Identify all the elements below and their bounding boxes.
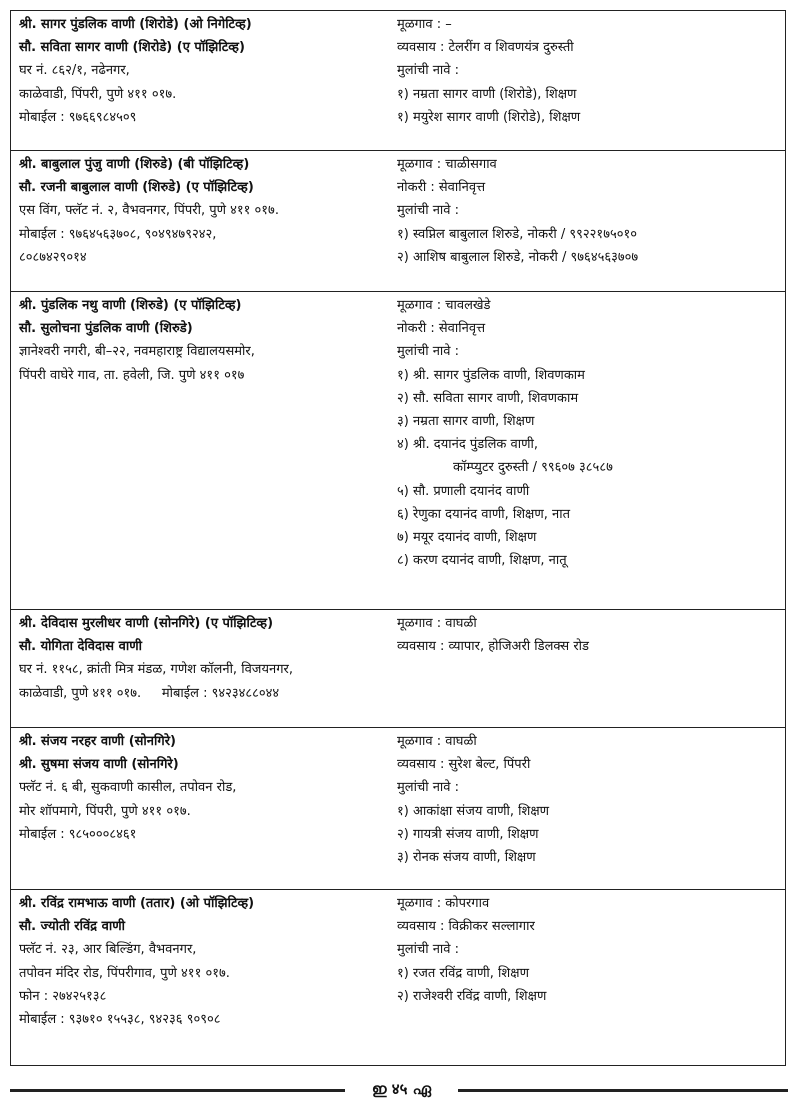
footer-rule-right <box>458 1089 788 1092</box>
child-item: २) राजेश्वरी रविंद्र वाणी, शिक्षण <box>397 988 547 1004</box>
children-heading: मुलांची नावे : <box>397 203 460 219</box>
native-village: मूळगाव : चाळीसगाव <box>397 157 497 172</box>
native-village: मूळगाव : कोपरगाव <box>397 896 490 911</box>
native-village: मूळगाव : वाघळी <box>397 616 477 631</box>
child-item: १) आकांक्षा संजय वाणी, शिक्षण <box>397 803 550 819</box>
child-item: ७) मयूर दयानंद वाणी, शिक्षण <box>397 530 537 546</box>
child-item: १) मयुरेश सागर वाणी (शिरोडे), शिक्षण <box>397 109 581 125</box>
mobile-line: ८०८७४२९०१४ <box>19 249 87 265</box>
children-heading: मुलांची नावे : <box>397 344 460 360</box>
wife-name: सौ. योगिता देविदास वाणी <box>19 639 142 655</box>
address-line: फ्लॅट नं. २३, आर बिल्डिंग, वैभवनगर, <box>19 942 197 958</box>
address-line: तपोवन मंदिर रोड, पिंपरीगाव, पुणे ४११ ०१७. <box>19 965 230 981</box>
family-details <box>19 612 399 705</box>
address-mobile-line: काळेवाडी, पुणे ४११ ०१७. मोबाईल : ९४२३४८८०४४ <box>19 685 280 701</box>
husband-name: श्री. रविंद्र रामभाऊ वाणी (ततार) (ओ पॉझिटिव्ह) <box>19 896 255 911</box>
occupation: व्यवसाय : व्यापार, होजिअरी डिलक्स रोड <box>397 639 589 655</box>
child-item: १) श्री. सागर पुंडलिक वाणी, शिवणकाम <box>397 367 585 383</box>
children-heading: मुलांची नावे : <box>397 942 460 958</box>
phone-line: फोन : २७४२५१३८ <box>19 988 107 1004</box>
child-item-continued: कॉम्प्युटर दुरुस्ती / ९९६०७ ३८५८७ <box>453 460 613 476</box>
directory-entry-1 <box>11 11 785 151</box>
family-details <box>19 13 399 129</box>
occupation: व्यवसाय : विक्रीकर सल्लागार <box>397 919 535 935</box>
address-line: एस विंग, फ्लॅट नं. २, वैभवनगर, पिंपरी, पुणे ४११ ०१७. <box>19 203 279 219</box>
wife-name: सौ. सविता सागर वाणी (शिरोडे) (ए पॉझिटिव्ह) <box>19 40 245 56</box>
address-line: काळेवाडी, पिंपरी, पुणे ४११ ०१७. <box>19 86 177 102</box>
child-item: २) गायत्री संजय वाणी, शिक्षण <box>397 826 539 842</box>
origin-occupation-children <box>397 294 781 572</box>
husband-name: श्री. देविदास मुरलीधर वाणी (सोनगिरे) (ए पॉझिटिव्ह) <box>19 616 274 631</box>
child-item: ३) रोनक संजय वाणी, शिक्षण <box>397 850 536 866</box>
mobile-line: मोबाईल : ९३७१० १५५३८, ९४२३६ ९०९०८ <box>19 1012 221 1028</box>
child-item: ८) करण दयानंद वाणी, शिक्षण, नातू <box>397 553 567 569</box>
wife-name: सौ. ज्योती रविंद्र वाणी <box>19 919 125 935</box>
directory-entry-6 <box>11 890 785 1065</box>
occupation: नोकरी : सेवानिवृत्त <box>397 321 486 337</box>
mobile-line: मोबाईल : ९८५०००८४६१ <box>19 826 137 842</box>
origin-occupation-children <box>397 13 781 129</box>
address-line: घर नं. ११५८, क्रांती मित्र मंडळ, गणेश कॉलनी, विजयनगर, <box>19 662 293 678</box>
mobile-line: मोबाईल : ९७६४५६३७०८, ९०४९४७९२४२, <box>19 226 217 242</box>
child-item: ६) रेणुका दयानंद वाणी, शिक्षण, नात <box>397 506 571 522</box>
child-item: २) सौ. सविता सागर वाणी, शिवणकाम <box>397 390 579 406</box>
husband-name: श्री. सागर पुंडलिक वाणी (शिरोडे) (ओ निगेटिव्ह) <box>19 17 252 32</box>
occupation: नोकरी : सेवानिवृत्त <box>397 180 486 196</box>
directory-frame <box>10 10 786 1066</box>
native-village: मूळगाव : वाघळी <box>397 734 477 749</box>
origin-occupation-children <box>397 153 781 269</box>
origin-occupation <box>397 612 781 658</box>
children-heading: मुलांची नावे : <box>397 63 460 79</box>
children-heading: मुलांची नावे : <box>397 780 460 796</box>
page-footer <box>10 1078 788 1100</box>
husband-name: श्री. पुंडलिक नथु वाणी (शिरुडे) (ए पॉझिटिव्ह) <box>19 298 242 313</box>
directory-entry-2 <box>11 151 785 292</box>
child-item: २) आशिष बाबुलाल शिरुडे, नोकरी / ९७६४५६३७०७ <box>397 249 639 265</box>
address-line: ज्ञानेश्वरी नगरी, बी–२२, नवमहाराष्ट्र विद्यालयसमोर, <box>19 344 255 360</box>
footer-rule-left <box>10 1089 345 1092</box>
wife-name: श्री. सुषमा संजय वाणी (सोनगिरे) <box>19 757 179 773</box>
occupation: व्यवसाय : सुरेश बेल्ट, पिंपरी <box>397 757 531 773</box>
family-details <box>19 892 399 1031</box>
address-line: मोर शॉपमागे, पिंपरी, पुणे ४११ ०१७. <box>19 803 191 819</box>
address-line: फ्लॅट नं. ६ बी, सुकवाणी कासील, तपोवन रोड, <box>19 780 237 796</box>
mobile-line: मोबाईल : ९७६६९८४५०९ <box>19 109 137 125</box>
address-line: पिंपरी वाघेरे गाव, ता. हवेली, जि. पुणे ४११ ०१७ <box>19 367 245 383</box>
origin-occupation-children <box>397 730 781 869</box>
wife-name: सौ. सुलोचना पुंडलिक वाणी (शिरुडे) <box>19 321 193 337</box>
native-village: मूळगाव : चावलखेडे <box>397 298 491 313</box>
occupation: व्यवसाय : टेलरींग व शिवणयंत्र दुरुस्ती <box>397 40 574 56</box>
child-item: ३) नम्रता सागर वाणी, शिक्षण <box>397 414 535 430</box>
directory-entry-3 <box>11 292 785 610</box>
page-number: ഇ ४५ ഏ <box>371 1080 432 1098</box>
family-details <box>19 730 399 846</box>
family-details <box>19 153 399 269</box>
child-item: ४) श्री. दयानंद पुंडलिक वाणी, <box>397 437 538 453</box>
child-item: १) रजत रविंद्र वाणी, शिक्षण <box>397 965 529 981</box>
wife-name: सौ. रजनी बाबुलाल वाणी (शिरुडे) (ए पॉझिटिव्ह) <box>19 180 254 196</box>
origin-occupation-children <box>397 892 781 1008</box>
husband-name: श्री. संजय नरहर वाणी (सोनगिरे) <box>19 734 176 749</box>
directory-entry-4 <box>11 610 785 728</box>
family-details <box>19 294 399 387</box>
husband-name: श्री. बाबुलाल पुंजु वाणी (शिरुडे) (बी पॉझिटिव्ह) <box>19 157 250 172</box>
directory-entry-5 <box>11 728 785 890</box>
child-item: १) स्वप्निल बाबुलाल शिरुडे, नोकरी / ९९२२१७५०१० <box>397 226 637 242</box>
native-village: मूळगाव : – <box>397 17 452 32</box>
address-line: घर नं. ८६२/१, नढेनगर, <box>19 63 130 79</box>
child-item: १) नम्रता सागर वाणी (शिरोडे), शिक्षण <box>397 86 577 102</box>
child-item: ५) सौ. प्रणाली दयानंद वाणी <box>397 483 530 499</box>
